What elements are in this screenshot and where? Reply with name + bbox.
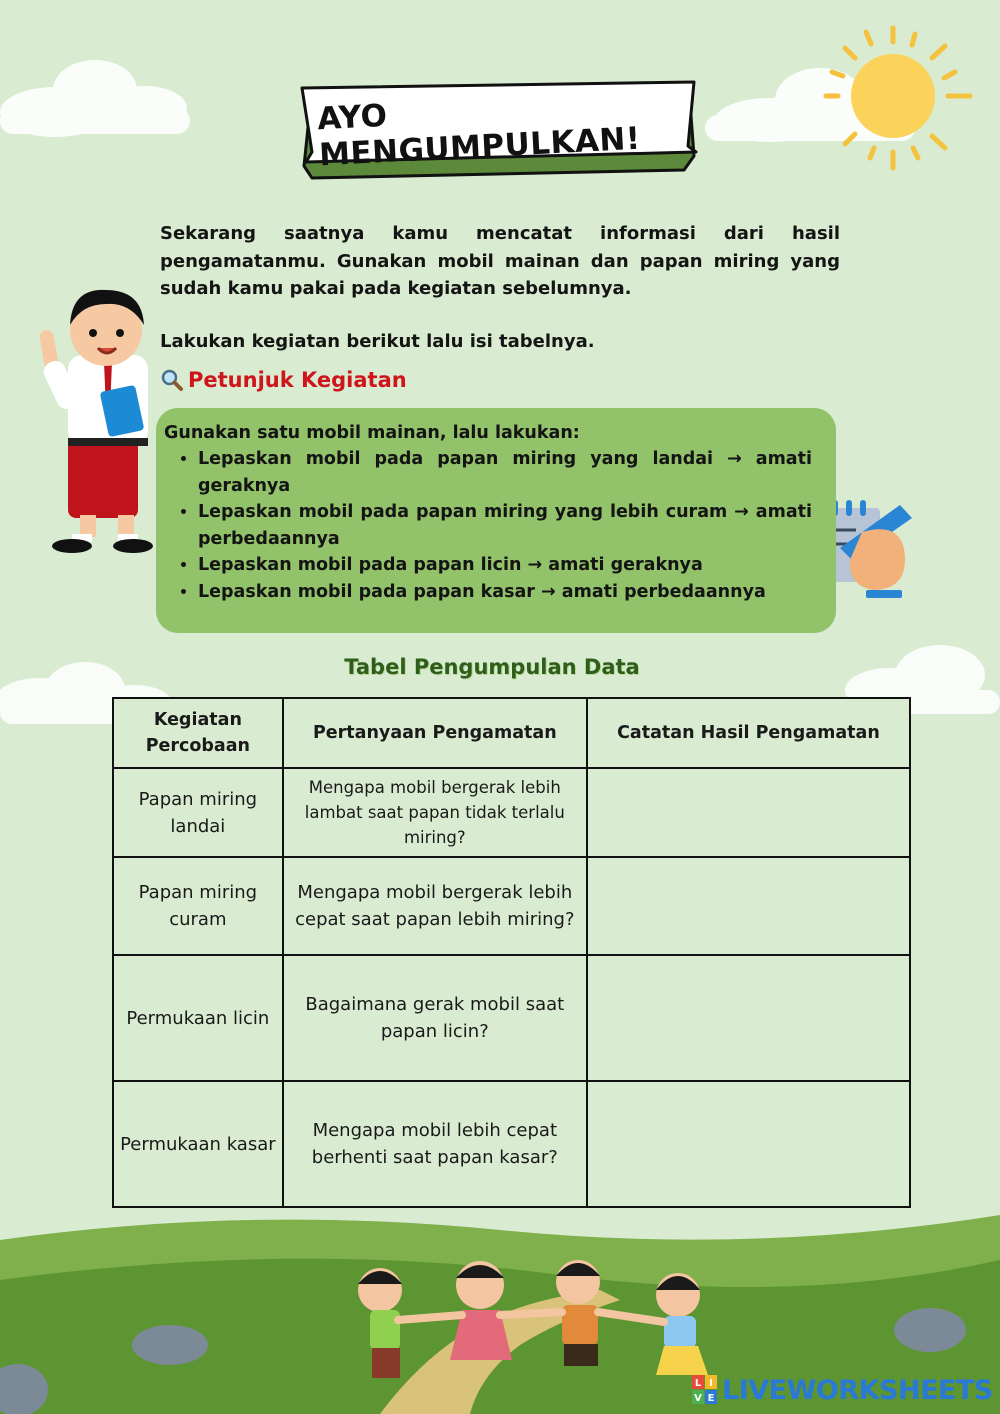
petunjuk-title: Petunjuk Kegiatan [188, 368, 407, 392]
table-row [113, 955, 910, 1081]
guide-step: • Lepaskan mobil pada papan miring yang landai → amati geraknya [198, 446, 812, 499]
student-boy-illustration [39, 290, 153, 553]
guide-intro: Gunakan satu mobil mainan, lalu lakukan: [164, 423, 580, 443]
liveworksheets-watermark [692, 1372, 993, 1408]
guide-step: • Lepaskan mobil pada papan licin → amati geraknya [198, 552, 812, 579]
question-cell: Mengapa mobil bergerak lebih lambat saat papan tidak terlalu miring? [283, 768, 587, 857]
logo-letter: E [707, 1393, 715, 1404]
logo-letter: I [709, 1378, 713, 1389]
liveworksheets-logo-icon [692, 1375, 718, 1405]
header-notes: Catatan Hasil Pengamatan [587, 698, 910, 768]
guide-step: • Lepaskan mobil pada papan miring yang lebih curam → amati perbedaannya [198, 499, 812, 552]
activity-cell: Permukaan kasar [113, 1081, 283, 1207]
table-title: Tabel Pengumpulan Data [344, 655, 640, 679]
activity-cell: Papan miring landai [113, 768, 283, 857]
notes-answer-field[interactable] [587, 1081, 910, 1207]
activity-cell: Permukaan licin [113, 955, 283, 1081]
table-row [113, 768, 910, 857]
cloud-icon [0, 60, 190, 137]
guide-box [156, 408, 836, 633]
table-row [113, 857, 910, 955]
activity-cell: Papan miring curam [113, 857, 283, 955]
notes-answer-field[interactable] [587, 857, 910, 955]
guide-steps-list [164, 446, 812, 605]
table-header-row [113, 698, 910, 768]
notes-answer-field[interactable] [587, 955, 910, 1081]
watermark-text: LIVEWORKSHEETS [722, 1374, 993, 1406]
magnifier-icon [160, 368, 184, 392]
logo-letter: L [694, 1378, 702, 1389]
instruction-text: Lakukan kegiatan berikut lalu isi tabelnya. [160, 331, 595, 352]
guide-step: • Lepaskan mobil pada papan kasar → amati perbedaannya [198, 579, 812, 606]
intro-paragraph: Sekarang saatnya kamu mencatat informasi dari hasil pengamatanmu. Gunakan mobil mainan dan papan miring yang sudah kamu pakai pada kegiatan sebelumnya. [160, 223, 840, 299]
question-cell: Mengapa mobil bergerak lebih cepat saat papan lebih miring? [283, 857, 587, 955]
header-question: Pertanyaan Pengamatan [283, 698, 587, 768]
logo-letter: V [694, 1393, 702, 1404]
question-cell: Bagaimana gerak mobil saat papan licin? [283, 955, 587, 1081]
page-title: AYO MENGUMPULKAN! [316, 97, 642, 174]
question-cell: Mengapa mobil lebih cepat berhenti saat papan kasar? [283, 1081, 587, 1207]
table-row [113, 1081, 910, 1207]
petunjuk-heading [160, 368, 407, 392]
notes-answer-field[interactable] [587, 768, 910, 857]
header-activity: Kegiatan Percobaan [113, 698, 283, 768]
data-table [112, 697, 911, 1208]
